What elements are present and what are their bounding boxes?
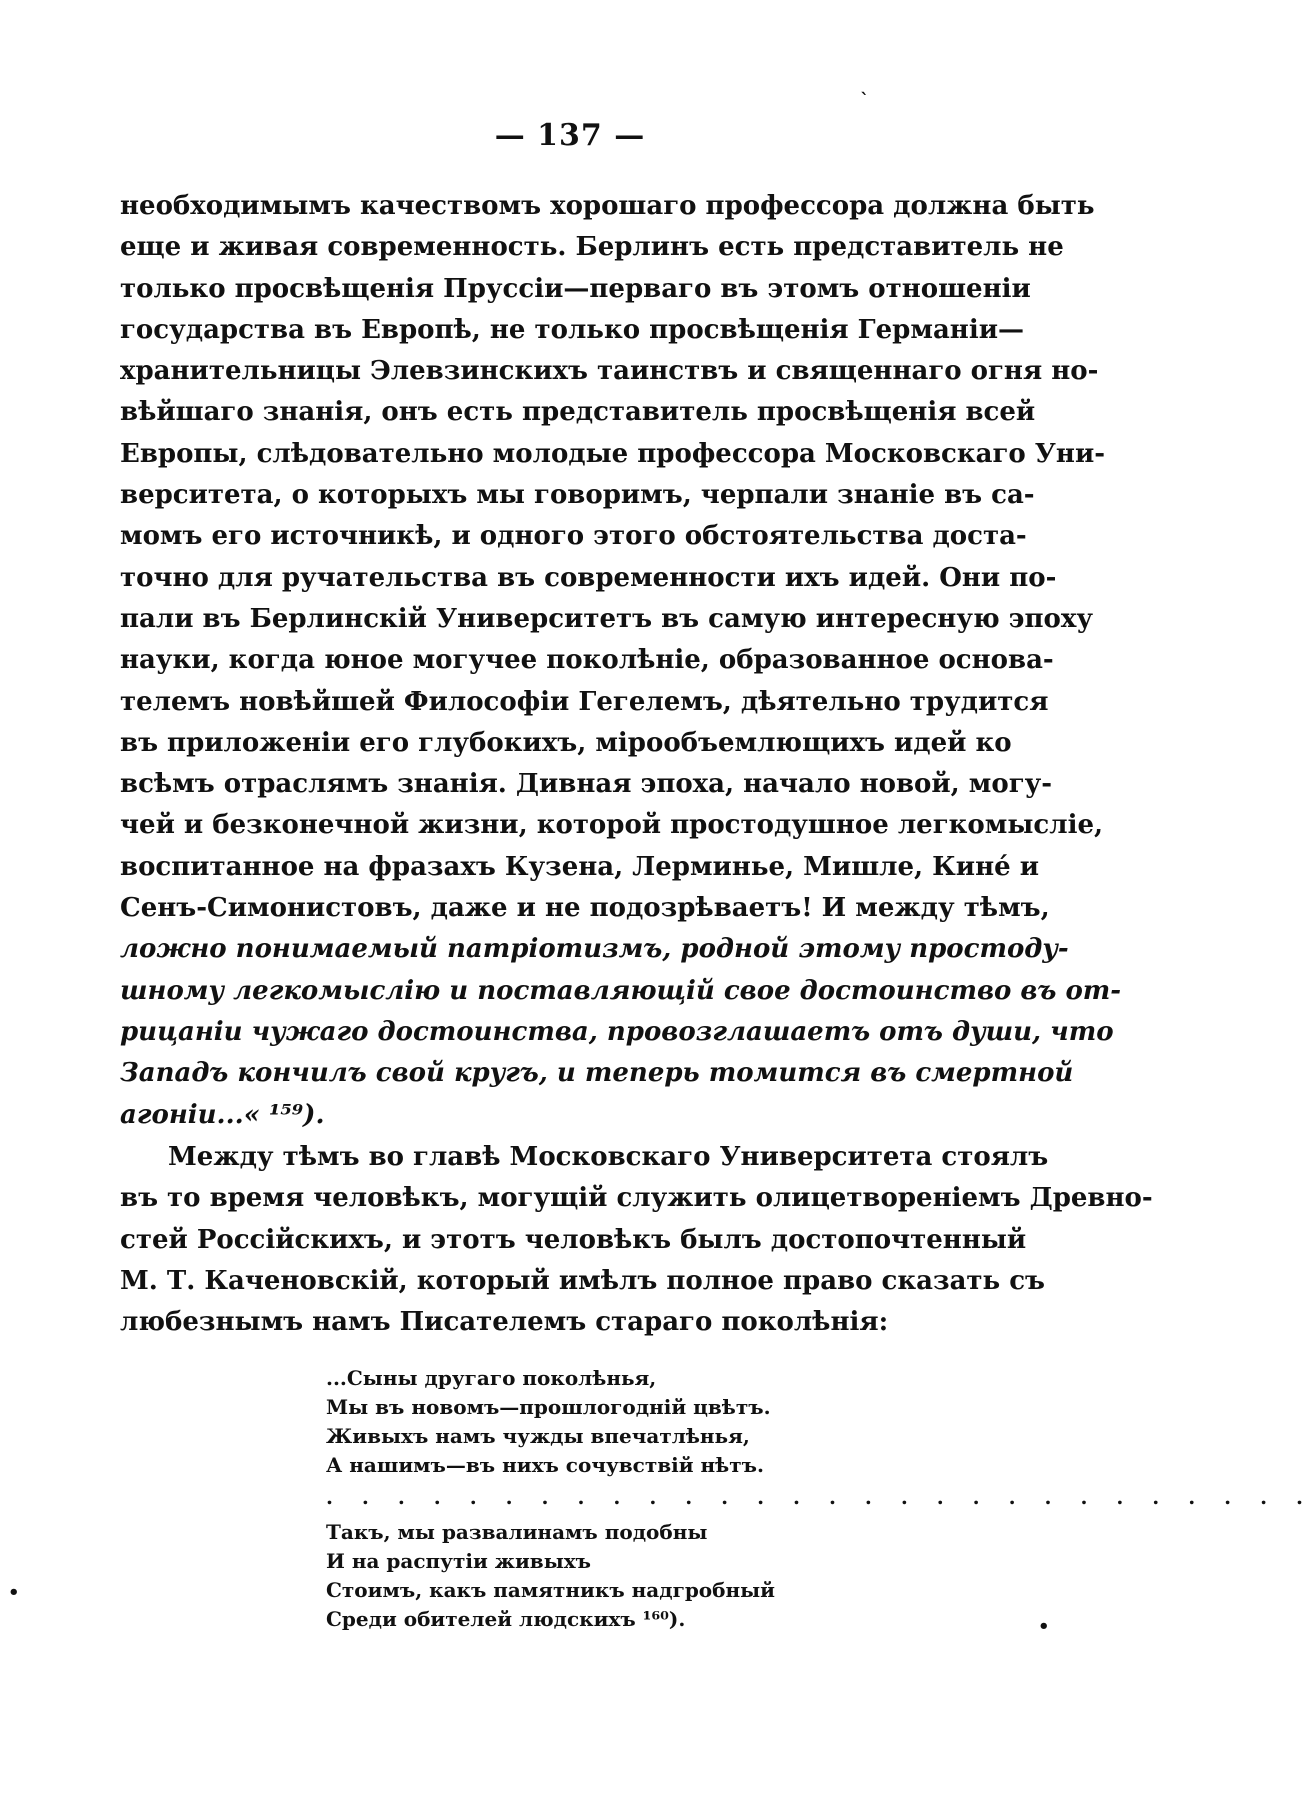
stray-mark-right: • xyxy=(1038,1616,1050,1637)
poem-line: Стоимъ, какъ памятникъ надгробный xyxy=(326,1578,776,1602)
text-line: любезнымъ намъ Писателемъ стараго поколѣнія: xyxy=(120,1307,889,1338)
ellipsis-divider: . . . . . . . . . . . . . . . . . . . . . . . . . . . . xyxy=(326,1485,1314,1509)
text-line: агоніи...« ¹⁵⁹). xyxy=(120,1099,325,1130)
text-line: пали въ Берлинскій Университетъ въ самую интересную эпоху xyxy=(120,603,1094,634)
poem-line: Такъ, мы развалинамъ подобны xyxy=(326,1520,708,1544)
text-line: только просвѣщенія Пруссіи—перваго въ этомъ отношеніи xyxy=(120,273,1031,304)
text-line: Европы, слѣдовательно молодые профессора Московскаго Уни- xyxy=(120,438,1106,469)
text-line: науки, когда юное могучее поколѣніе, образованное основа- xyxy=(120,645,1054,676)
paragraph-1 xyxy=(120,186,1122,1136)
text-line: чей и безконечной жизни, которой простодушное легкомысліе, xyxy=(120,810,1104,841)
poem-line: И на распутіи живыхъ xyxy=(326,1549,592,1573)
text-line: ложно понимаемый патріотизмъ, родной этому простоду- xyxy=(120,934,1069,965)
stray-mark-top: ˋ xyxy=(860,90,869,111)
text-line: въ то время человѣкъ, могущій служить олицетвореніемъ Древно- xyxy=(120,1183,1153,1214)
poem-line: Среди обителей людскихъ ¹⁶⁰). xyxy=(326,1607,686,1631)
text-line: всѣмъ отраслямъ знанія. Дивная эпоха, начало новой, могу- xyxy=(120,769,1053,800)
text-line: рицаніи чужаго достоинства, провозглашаетъ отъ души, что xyxy=(120,1016,1114,1047)
text-line: въ приложеніи его глубокихъ, мірообъемлющихъ идей ко xyxy=(120,727,1012,758)
text-line: Сенъ-Симонистовъ, даже и не подозрѣваетъ! И между тѣмъ, xyxy=(120,893,1050,924)
text-line: шному легкомыслію и поставляющій свое достоинство въ от- xyxy=(120,975,1122,1006)
page-number: — 137 — xyxy=(494,118,646,153)
poem-line: Мы въ новомъ—прошлогодній цвѣтъ. xyxy=(326,1395,771,1419)
text-line: государства въ Европѣ, не только просвѣщенія Германіи— xyxy=(120,314,1024,345)
text-line: необходимымъ качествомъ хорошаго профессора должна быть xyxy=(120,191,1095,221)
stray-mark-left: • xyxy=(8,1582,20,1603)
paragraph-2 xyxy=(120,1137,1153,1343)
text-line: точно для ручательства въ современности ихъ идей. Они по- xyxy=(120,562,1057,593)
text-line: телемъ новѣйшей Философіи Гегелемъ, дѣятельно трудится xyxy=(120,686,1049,717)
poem-quotation xyxy=(326,1364,1314,1634)
text-line: стей Россійскихъ, и этотъ человѣкъ былъ достопочтенный xyxy=(120,1224,1027,1255)
text-line: хранительницы Элевзинскихъ таинствъ и священнаго огня но- xyxy=(120,356,1099,387)
text-line: воспитанное на фразахъ Кузена, Лерминье, Мишле, Кинé и xyxy=(120,851,1039,882)
text-line: момъ его источникѣ, и одного этого обстоятельства доста- xyxy=(120,521,1027,552)
text-line: вѣйшаго знанія, онъ есть представитель просвѣщенія всей xyxy=(120,397,1036,428)
text-line: верситета, о которыхъ мы говоримъ, черпали знаніе въ са- xyxy=(120,480,1035,511)
text-line: еще и живая современность. Берлинъ есть представитель не xyxy=(120,232,1064,263)
poem-line: Живыхъ намъ чужды впечатлѣнья, xyxy=(326,1424,750,1448)
poem-line: ...Сыны другаго поколѣнья, xyxy=(326,1366,657,1390)
text-line: М. Т. Каченовскій, который имѣлъ полное право сказать съ xyxy=(120,1265,1046,1296)
text-line: Западъ кончилъ свой кругъ, и теперь томится въ смертной xyxy=(120,1058,1074,1089)
text-line: Между тѣмъ во главѣ Московскаго Университета стоялъ xyxy=(168,1142,1049,1172)
poem-line: А нашимъ—въ нихъ сочувствій нѣтъ. xyxy=(326,1453,764,1477)
